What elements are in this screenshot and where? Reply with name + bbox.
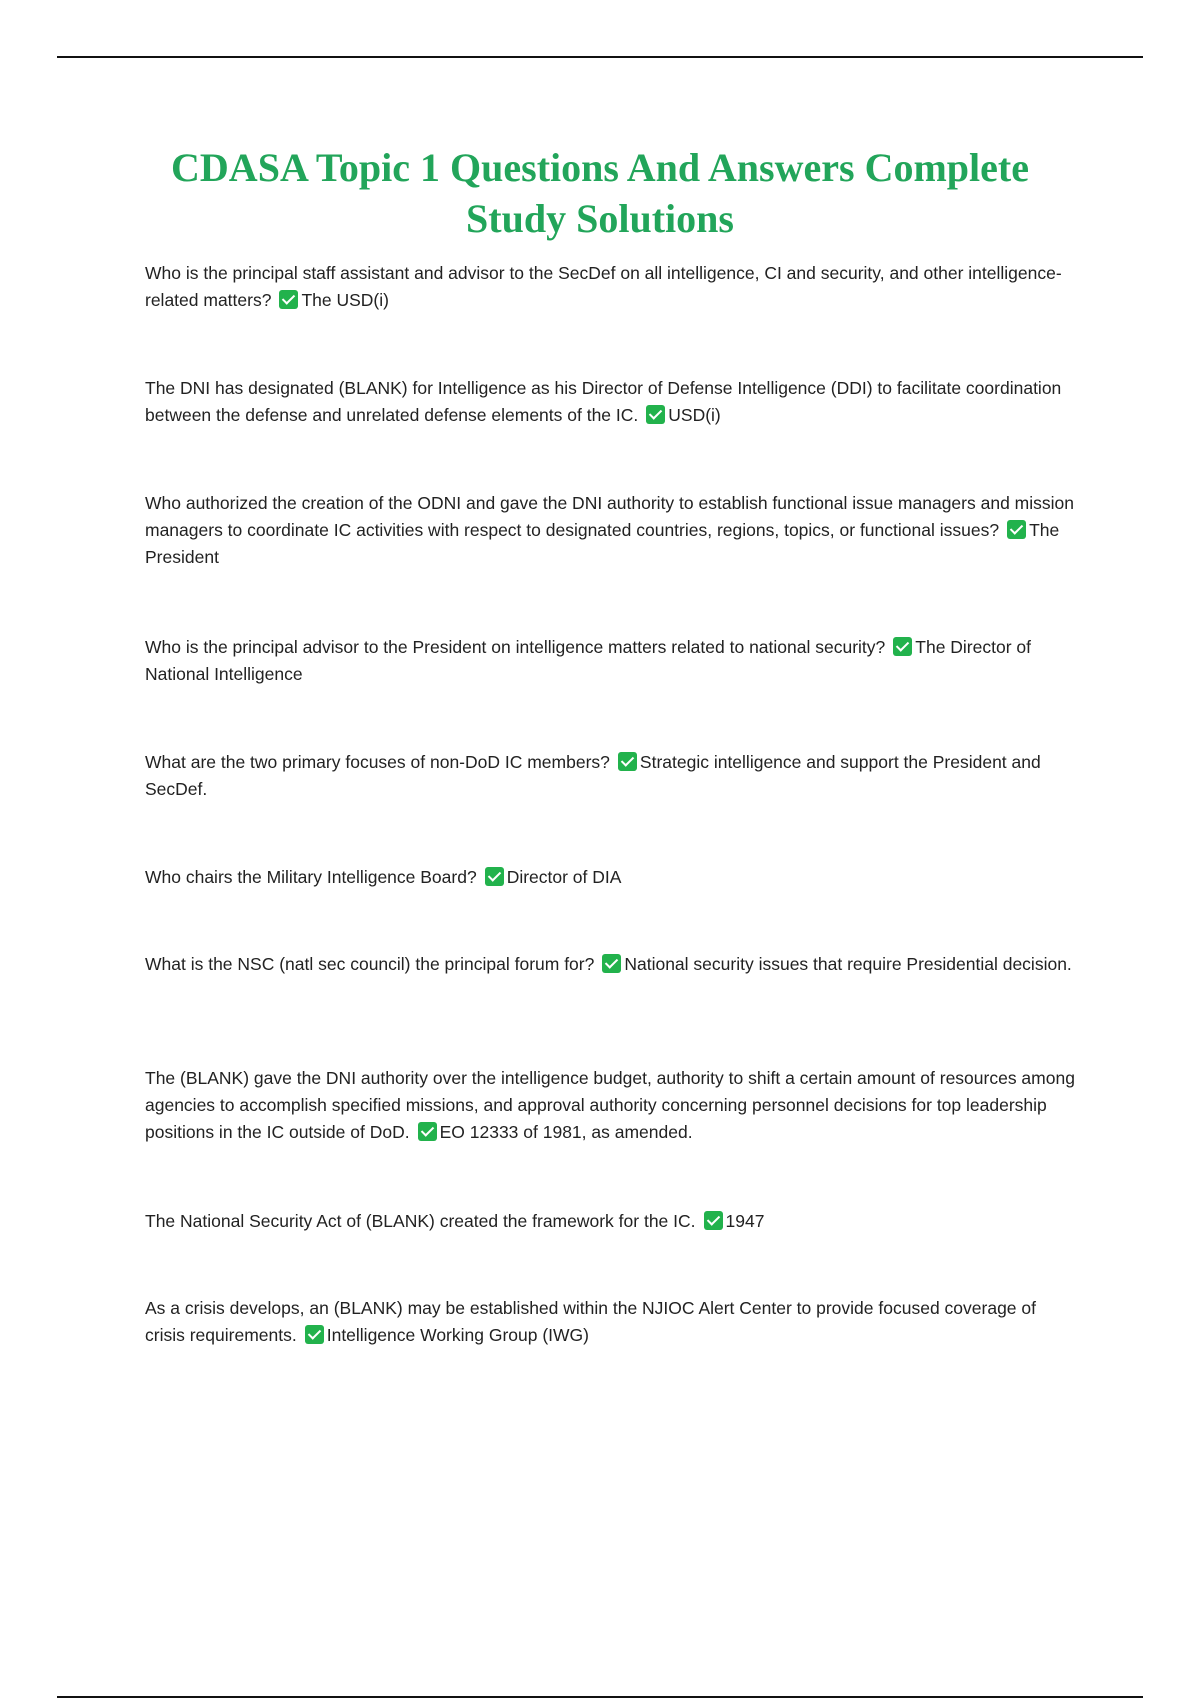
question-text: As a crisis develops, an (BLANK) may be established within the NJIOC Alert Center to provide focused coverage of crisis requirements. <box>145 1298 1036 1345</box>
answer-text: USD(i) <box>668 405 721 425</box>
answer-text: Director of DIA <box>506 867 622 887</box>
qa-item-1 <box>145 260 1075 314</box>
answer-text: Strategic intelligence and support the President and SecDef. <box>145 752 1041 799</box>
qa-item-5 <box>145 749 1075 803</box>
checkmark-icon <box>418 1122 437 1141</box>
top-rule <box>57 56 1143 58</box>
answer-text: The Director of National Intelligence <box>145 637 1031 684</box>
checkmark-icon <box>646 405 665 424</box>
question-text: Who is the principal advisor to the President on intelligence matters related to national security? <box>145 637 886 657</box>
checkmark-icon <box>1007 520 1026 539</box>
checkmark-icon <box>279 290 298 309</box>
checkmark-icon <box>305 1325 324 1344</box>
qa-item-10 <box>145 1295 1075 1349</box>
qa-item-8 <box>145 1065 1075 1146</box>
checkmark-icon <box>485 867 504 886</box>
answer-text: Intelligence Working Group (IWG) <box>326 1325 589 1345</box>
qa-item-2 <box>145 375 1075 429</box>
bottom-rule <box>57 1696 1143 1698</box>
document-title: CDASA Topic 1 Questions And Answers Complete Study Solutions <box>171 145 1029 241</box>
qa-item-4 <box>145 634 1075 688</box>
qa-item-7 <box>145 951 1075 978</box>
checkmark-icon <box>618 752 637 771</box>
answer-text: The President <box>145 520 1060 567</box>
qa-item-9 <box>145 1208 1075 1235</box>
question-text: Who authorized the creation of the ODNI and gave the DNI authority to establish functional issue managers and mission managers to coordinate IC activities with respect to designated countries, regions, topics, or functional issues? <box>145 493 1074 540</box>
answer-text: The USD(i) <box>301 290 389 310</box>
question-text: Who is the principal staff assistant and advisor to the SecDef on all intelligence, CI and security, and other intelligence-related matters? <box>145 263 1062 310</box>
checkmark-icon <box>704 1211 723 1230</box>
question-text: What are the two primary focuses of non-DoD IC members? <box>145 752 610 772</box>
qa-item-3 <box>145 490 1075 571</box>
question-text: The National Security Act of (BLANK) created the framework for the IC. <box>145 1211 696 1231</box>
answer-text: EO 12333 of 1981, as amended. <box>439 1122 693 1142</box>
question-text: What is the NSC (natl sec council) the principal forum for? <box>145 954 595 974</box>
answer-text: National security issues that require Presidential decision. <box>624 954 1072 974</box>
question-text: Who chairs the Military Intelligence Board? <box>145 867 477 887</box>
checkmark-icon <box>893 637 912 656</box>
question-text: The (BLANK) gave the DNI authority over the intelligence budget, authority to shift a certain amount of resources among agencies to accomplish specified missions, and approval authority concerning personnel decisions for top leadership positions in the IC outside of DoD. <box>145 1068 1075 1142</box>
question-text: The DNI has designated (BLANK) for Intelligence as his Director of Defense Intelligence (DDI) to facilitate coordination between the defense and unrelated defense elements of the IC. <box>145 378 1062 425</box>
checkmark-icon <box>602 954 621 973</box>
qa-item-6 <box>145 864 1075 891</box>
answer-text: 1947 <box>725 1211 765 1231</box>
